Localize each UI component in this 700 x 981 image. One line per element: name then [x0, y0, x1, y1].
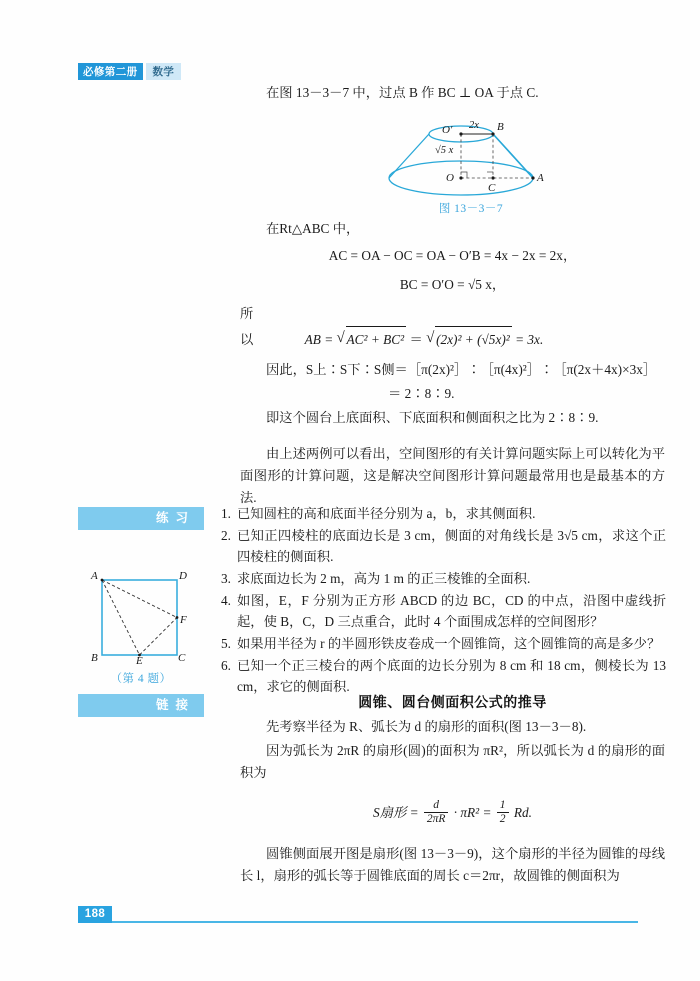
figure-exercise-4-caption: （第 4 题）: [110, 673, 172, 685]
suoyi-label: 所以: [240, 306, 254, 347]
equation-ac: AC = OA − OC = OA − O′B = 4x − 2x = 2x，: [328, 248, 577, 263]
figure2-label-c: C: [178, 652, 186, 664]
figure-exercise-4: [82, 566, 202, 671]
exercise-number: 5.: [221, 636, 231, 651]
link-paragraph-3: 圆锥侧面展开图是扇形(图 13－3－9)，这个扇形的半径为圆锥的母线长 l，扇形的弧长等于圆锥底面的周长 c＝2πr，故圆锥的侧面积为: [240, 846, 665, 884]
exercise-number: 2.: [221, 528, 231, 543]
figure2-label-e: E: [136, 655, 143, 667]
running-head-subject: 数学: [146, 63, 182, 80]
exercise-text: 已知正四棱柱的底面边长是 3 cm，侧面的对角线长是 3√5 cm，求这个正四棱柱的侧面积.: [237, 528, 666, 564]
exercise-section-label: 练习: [78, 507, 204, 530]
equation-ab-rhs: = 3x.: [515, 332, 544, 347]
link-paragraph-1: 先考察半径为 R、弧长为 d 的扇形的面积(图 13－3－8).: [266, 719, 587, 734]
formula-mid: · πR² =: [453, 805, 492, 820]
running-head-book: 必修第二册: [78, 63, 143, 80]
exercise-text: 已知圆柱的高和底面半径分别为 a，b，求其侧面积.: [237, 506, 536, 521]
figure2-label-d: D: [179, 570, 187, 582]
link-section-body: [240, 716, 665, 889]
formula-tail: Rd.: [513, 805, 532, 820]
exercise-text: 求底面边长为 2 m，高为 1 m 的正三棱锥的全面积.: [237, 571, 531, 586]
sector-area-formula: [240, 800, 665, 827]
equation-ab-lhs: AB =: [304, 332, 334, 347]
exercise-number: 6.: [221, 658, 231, 673]
yinci-line: 因此，S上∶S下∶S侧＝［π(2x)²］∶［π(4x)²］∶［π(2x＋4x)×3x］: [266, 362, 657, 377]
figure1-label-height: √5 x: [435, 145, 454, 156]
formula-lhs: S扇形 =: [373, 805, 419, 820]
figure-13-3-7: [366, 112, 576, 212]
exercise-item: [218, 633, 666, 654]
exercise-number: 3.: [221, 571, 231, 586]
formula-fraction-2: $\frac{1}{2}$: [497, 799, 509, 826]
derivation-block: [240, 218, 665, 511]
figure2-label-a: A: [91, 570, 98, 582]
exercise-item: [218, 503, 666, 524]
figure1-label-b: B: [497, 121, 504, 133]
figure2-label-b: B: [91, 652, 98, 664]
exercise-number: 4.: [221, 593, 231, 608]
exercise-text: 已知一个正三棱台的两个底面的边长分别为 8 cm 和 18 cm，侧棱长为 13 cm，求它的侧面积.: [237, 658, 666, 694]
figure1-label-o-prime: O′: [442, 124, 453, 136]
link-section-title: 圆锥、圆台侧面积公式的推导: [358, 694, 547, 710]
link-paragraph-2: 因为弧长为 2πR 的扇形(圆)的面积为 πR²，所以弧长为 d 的扇形的面积为: [240, 743, 665, 780]
figure1-label-top-radius: 2x: [469, 120, 479, 131]
equation-bc: BC = O′O = √5 x，: [399, 277, 506, 292]
exercise-item: [218, 655, 666, 697]
link-section-label: 链接: [78, 694, 204, 717]
equation-ab-equals: ＝: [409, 332, 423, 347]
equation-ab-row: [240, 301, 665, 353]
page-number: 188: [78, 906, 112, 923]
exercise-item: [218, 525, 666, 567]
rt-triangle-line: 在Rt△ABC 中，: [266, 221, 360, 236]
formula-fraction-1: $\frac{d}{2\pi R}$: [424, 799, 449, 826]
page-footer: [78, 906, 638, 924]
exercise-text: 如果用半径为 r 的半圆形铁皮卷成一个圆锥筒，这个圆锥筒的高是多少？: [237, 636, 661, 651]
figure2-label-f: F: [180, 614, 187, 626]
conclusion-line: 即这个圆台上底面积、下底面积和侧面积之比为 2∶8∶9.: [266, 410, 599, 425]
intro-block: [240, 82, 665, 106]
running-head: [78, 63, 181, 80]
exercise-text: 如图，E，F 分别为正方形 ABCD 的边 BC，CD 的中点，沿图中虚线折起，使 B，C，D 三点重合，此时 4 个面围成怎样的空间图形？: [237, 593, 666, 629]
footer-rule: [112, 921, 638, 923]
equation-ab-radical-1: √ AC² + BC²: [337, 326, 407, 353]
equation-ab-radical-2: √ (2x)² + (√5x)²: [426, 326, 512, 353]
exercise-item: [218, 568, 666, 589]
summary-paragraph: 由上述两例可以看出，空间图形的有关计算问题实际上可以转化为平面图形的计算问题，这是解决空间图形计算问题最常用也是最基本的方法.: [240, 446, 665, 505]
exercise-list: [218, 503, 666, 698]
ratio-line: ＝ 2∶8∶9.: [388, 386, 455, 401]
exercise-number: 1.: [221, 506, 231, 521]
figure1-label-o: O: [446, 172, 454, 184]
exercise-item: [218, 590, 666, 632]
figure-13-3-7-caption: 图 13－3－7: [438, 203, 504, 215]
intro-line: 在图 13－3－7 中，过点 B 作 BC ⊥ OA 于点 C.: [266, 85, 539, 100]
figure1-label-a: A: [537, 172, 544, 184]
figure1-label-c: C: [488, 182, 496, 194]
